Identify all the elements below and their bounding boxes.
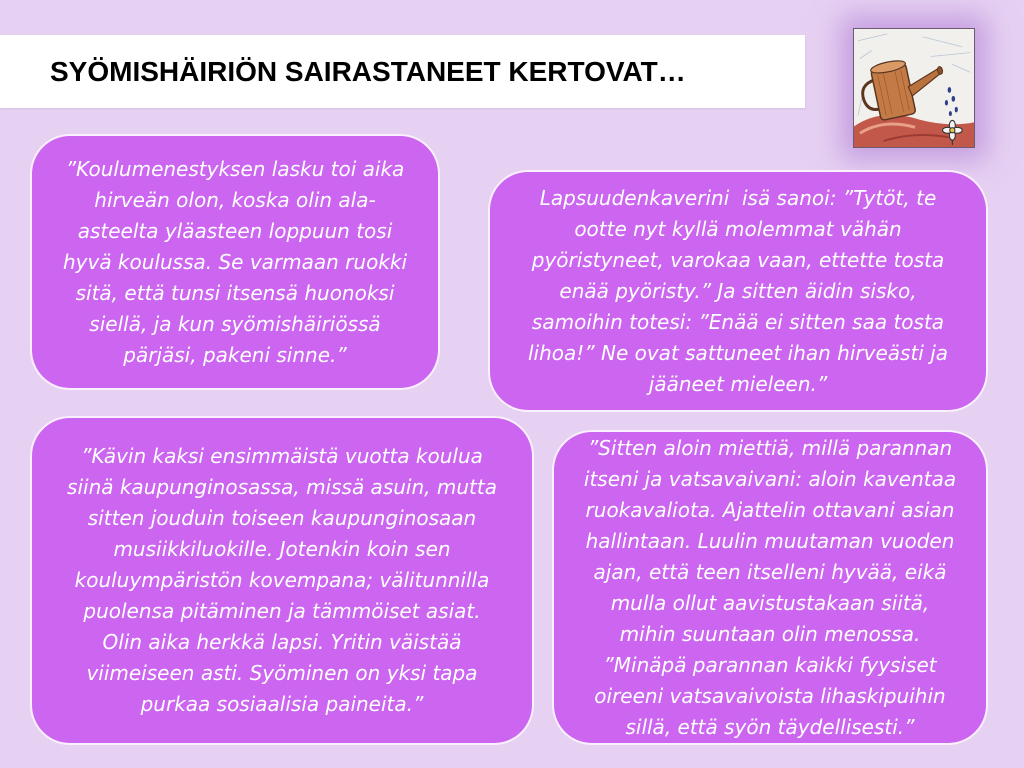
quote-line: siinä kaupunginosassa, missä asuin, mutta xyxy=(67,475,497,499)
quote-box-4 xyxy=(552,430,988,745)
quote-line: enää pyöristy.” Ja sitten äidin sisko, xyxy=(559,278,917,303)
quote-line: ootte nyt kyllä molemmat vähän xyxy=(574,216,902,241)
title-bar xyxy=(0,35,805,108)
watering-can-illustration xyxy=(853,28,975,148)
quote-line: ruokavaliota. Ajattelin ottavani asian xyxy=(585,497,955,522)
quote-line: mihin suuntaan olin menossa. xyxy=(619,621,921,646)
quote-line: Lapsuudenkaverini isä sanoi: ”Tytöt, te xyxy=(539,185,937,210)
quote-line: mulla ollut aavistustakaan siitä, xyxy=(610,590,930,615)
quote-line: pyöristyneet, varokaa vaan, ettette tosta xyxy=(531,247,945,272)
quote-line: sitä, että tunsi itsensä huonoksi xyxy=(75,280,395,305)
quote-line: ajan, että teen itselleni hyvää, eikä xyxy=(593,559,947,584)
quote-line: samoihin totesi: ”Enää ei sitten saa tosta xyxy=(531,309,945,334)
quote-line: hyvä koulussa. Se varmaan ruokki xyxy=(62,249,408,274)
quote-line: siellä, ja kun syömishäiriössä xyxy=(89,311,381,336)
quote-line: sillä, että syön täydellisesti.” xyxy=(625,714,915,739)
slide-title: SYÖMISHÄIRIÖN SAIRASTANEET KERTOVAT… xyxy=(50,55,686,87)
quote-line: hallintaan. Luulin muutaman vuoden xyxy=(585,528,955,553)
quote-line: sitten jouduin toiseen kaupunginosaan xyxy=(87,506,477,530)
quote-line: hirveän olon, koska olin ala- xyxy=(94,187,376,212)
quote-line: asteelta yläasteen loppuun tosi xyxy=(77,218,393,243)
quote-line: viimeiseen asti. Syöminen on yksi tapa xyxy=(86,661,478,685)
quote-line: purkaa sosiaalisia paineita.” xyxy=(140,692,424,716)
quote-line: kouluympäristön kovempana; välitunnilla xyxy=(74,568,490,592)
quote-line: oireeni vatsavaivoista lihaskipuihin xyxy=(594,683,946,708)
quote-line: puolensa pitäminen ja tämmöiset asiat. xyxy=(83,599,481,623)
quote-box-1 xyxy=(30,134,440,390)
quote-line: itseni ja vatsavaivani: aloin kaventaa xyxy=(583,466,957,491)
quote-box-3 xyxy=(30,416,534,745)
quote-line: jääneet mieleen.” xyxy=(648,371,828,396)
quote-line: ”Kävin kaksi ensimmäistä vuotta koulua xyxy=(81,444,483,468)
quote-line: musiikkiluokille. Jotenkin koin sen xyxy=(113,537,451,561)
quote-line: ”Minäpä parannan kaikki fyysiset xyxy=(603,652,937,677)
quote-line: lihoa!” Ne ovat sattuneet ihan hirveästi ja xyxy=(527,340,949,365)
quote-box-2 xyxy=(488,170,988,412)
watering-can-icon xyxy=(854,29,974,147)
quote-line: Olin aika herkkä lapsi. Yritin väistää xyxy=(102,630,462,654)
quote-line: pärjäsi, pakeni sinne.” xyxy=(123,342,347,367)
quote-line: ”Sitten aloin miettiä, millä parannan xyxy=(587,435,953,460)
quote-line: ”Koulumenestyksen lasku toi aika xyxy=(65,156,405,181)
